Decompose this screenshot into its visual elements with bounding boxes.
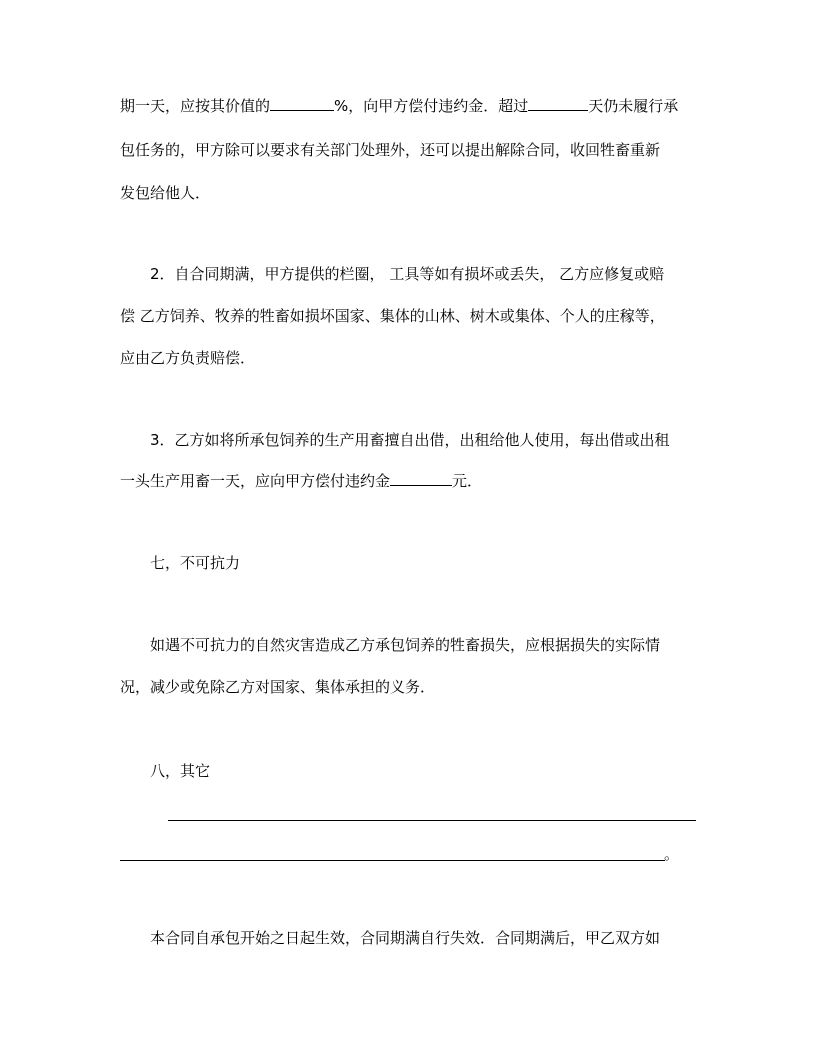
- p1-line-2: 包任务的，甲方除可以要求有关部门处理外，还可以提出解除合同，收回牲畜重新: [120, 141, 661, 159]
- item2-line-3: 应由乙方负责赔偿．: [120, 349, 256, 367]
- other-terms-line-2: [120, 860, 665, 861]
- item3-line-2-text-b: 元．: [452, 472, 483, 490]
- section8-heading: 八，其它: [150, 762, 211, 780]
- p1-line-1-text-b: %，向甲方偿付违约金．超过: [334, 97, 529, 115]
- section7-line-2: 况，减少或免除乙方对国家、集体承担的义务．: [120, 678, 436, 696]
- percent-blank: [270, 96, 334, 111]
- penalty-amount-blank: [390, 471, 452, 486]
- final-line-1: 本合同自承包开始之日起生效，合同期满自行失效．合同期满后，甲乙双方如: [150, 929, 661, 947]
- section7-line-1: 如遇不可抗力的自然灾害造成乙方承包饲养的牲畜损失，应根据损失的实际情: [150, 636, 661, 654]
- item3-line-2: [120, 471, 482, 491]
- item3-line-2-text-a: 一头生产用畜一天，应向甲方偿付违约金: [120, 472, 391, 490]
- p1-line-1-text-c: 天仍未履行承: [588, 97, 679, 115]
- p1-line-1: [120, 96, 678, 116]
- section7-heading: 七，不可抗力: [150, 554, 241, 572]
- item2-line-2: 偿 乙方饲养、牧养的牲畜如损坏国家、集体的山林、树木或集体、个人的庄稼等，: [120, 307, 665, 325]
- other-terms-line-1: [168, 820, 696, 821]
- other-terms-end-mark: 。: [664, 845, 680, 863]
- p1-line-3: 发包给他人．: [120, 184, 211, 202]
- item3-line-1: 3．乙方如将所承包饲养的生产用畜擅自出借，出租给他人使用，每出借或出租: [150, 431, 670, 449]
- item2-line-1: 2．自合同期满，甲方提供的栏圈， 工具等如有损坏或丢失， 乙方应修复或赔: [150, 265, 665, 283]
- p1-line-1-text-a: 期一天，应按其价值的: [120, 97, 271, 115]
- days-blank: [528, 96, 588, 111]
